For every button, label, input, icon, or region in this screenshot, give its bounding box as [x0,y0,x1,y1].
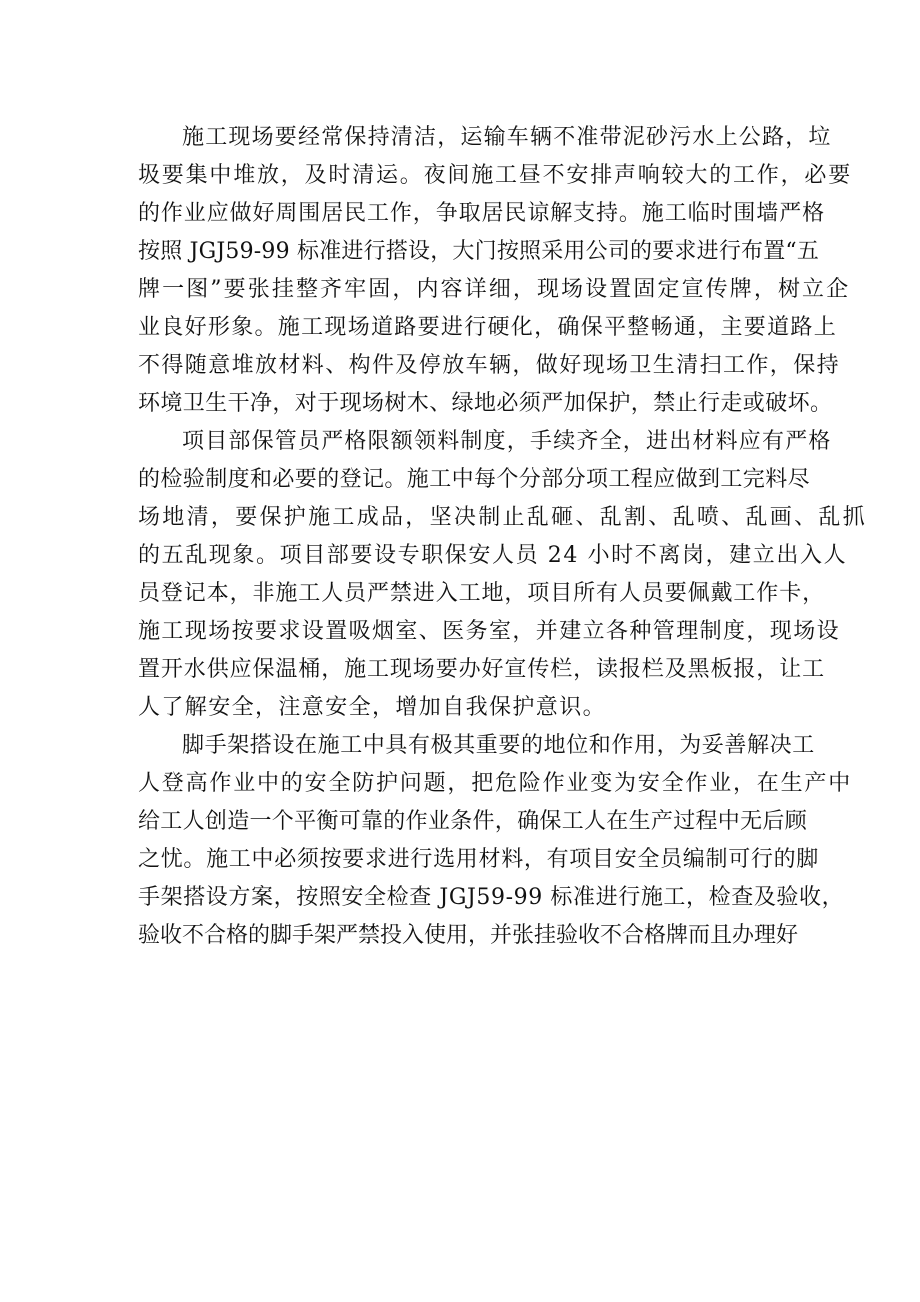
text-line: 施工现场要经常保持清洁，运输车辆不准带泥砂污水上公路，垃 [182,125,832,150]
text-line: 给工人创造一个平衡可靠的作业条件，确保工人在生产过程中无后顾 [138,809,808,834]
text-line: 人了解安全，注意安全，增加自我保护意识。 [138,695,607,720]
text-line: 员登记本，非施工人员严禁进入工地，项目所有人员要佩戴工作卡， [138,581,826,606]
text-line: 手架搭设方案，按照安全检查 JGJ59-99 标准进行施工，检查及验收， [138,885,845,910]
text-line: 业良好形象。施工现场道路要进行硬化，确保平整畅通，主要道路上 [138,315,838,340]
text-line: 不得随意堆放材料、构件及停放车辆，做好现场卫生清扫工作，保持 [138,353,841,378]
paragraph-scaffolding [138,727,853,955]
paragraph-materials-security [138,423,868,727]
text-line: 环境卫生干净，对于现场树木、绿地必须严加保护，禁止行走或破坏。 [138,391,833,416]
text-line: 的作业应做好周围居民工作，争取居民谅解支持。施工临时围墙严格 [138,201,826,226]
text-line: 按照 JGJ59-99 标准进行搭设，大门按照采用公司的要求进行布置“五 [138,239,820,264]
text-line: 圾要集中堆放，及时清运。夜间施工昼不安排声响较大的工作，必要 [138,163,853,188]
paragraph-site-cleanliness [138,119,853,423]
text-line: 验收不合格的脚手架严禁投入使用，并张挂验收不合格牌而且办理好 [138,923,799,948]
text-line: 牌一图”要张挂整齐牢固，内容详细，现场设置固定宣传牌，树立企 [138,277,851,302]
text-line: 置开水供应保温桶，施工现场要办好宣传栏，读报栏及黑板报，让工 [138,657,826,682]
text-line: 之忧。施工中必须按要求进行选用材料，有项目安全员编制可行的脚 [138,847,820,872]
text-line: 人登高作业中的安全防护问题，把危险作业变为安全作业，在生产中 [138,771,853,796]
text-line: 的检验制度和必要的登记。施工中每个分部分项工程应做到工完料尽 [138,467,811,492]
document-body [138,119,868,955]
text-line: 的五乱现象。项目部要设专职保安人员 24 小时不离岗，建立出入人 [138,543,848,568]
text-line: 项目部保管员严格限额领料制度，手续齐全，进出材料应有严格 [182,429,832,454]
text-line: 场地清，要保护施工成品，坚决制止乱砸、乱割、乱喷、乱画、乱抓 [138,505,868,530]
text-line: 脚手架搭设在施工中具有极其重要的地位和作用，为妥善解决工 [182,733,815,758]
text-line: 施工现场按要求设置吸烟室、医务室，并建立各种管理制度，现场设 [138,619,841,644]
